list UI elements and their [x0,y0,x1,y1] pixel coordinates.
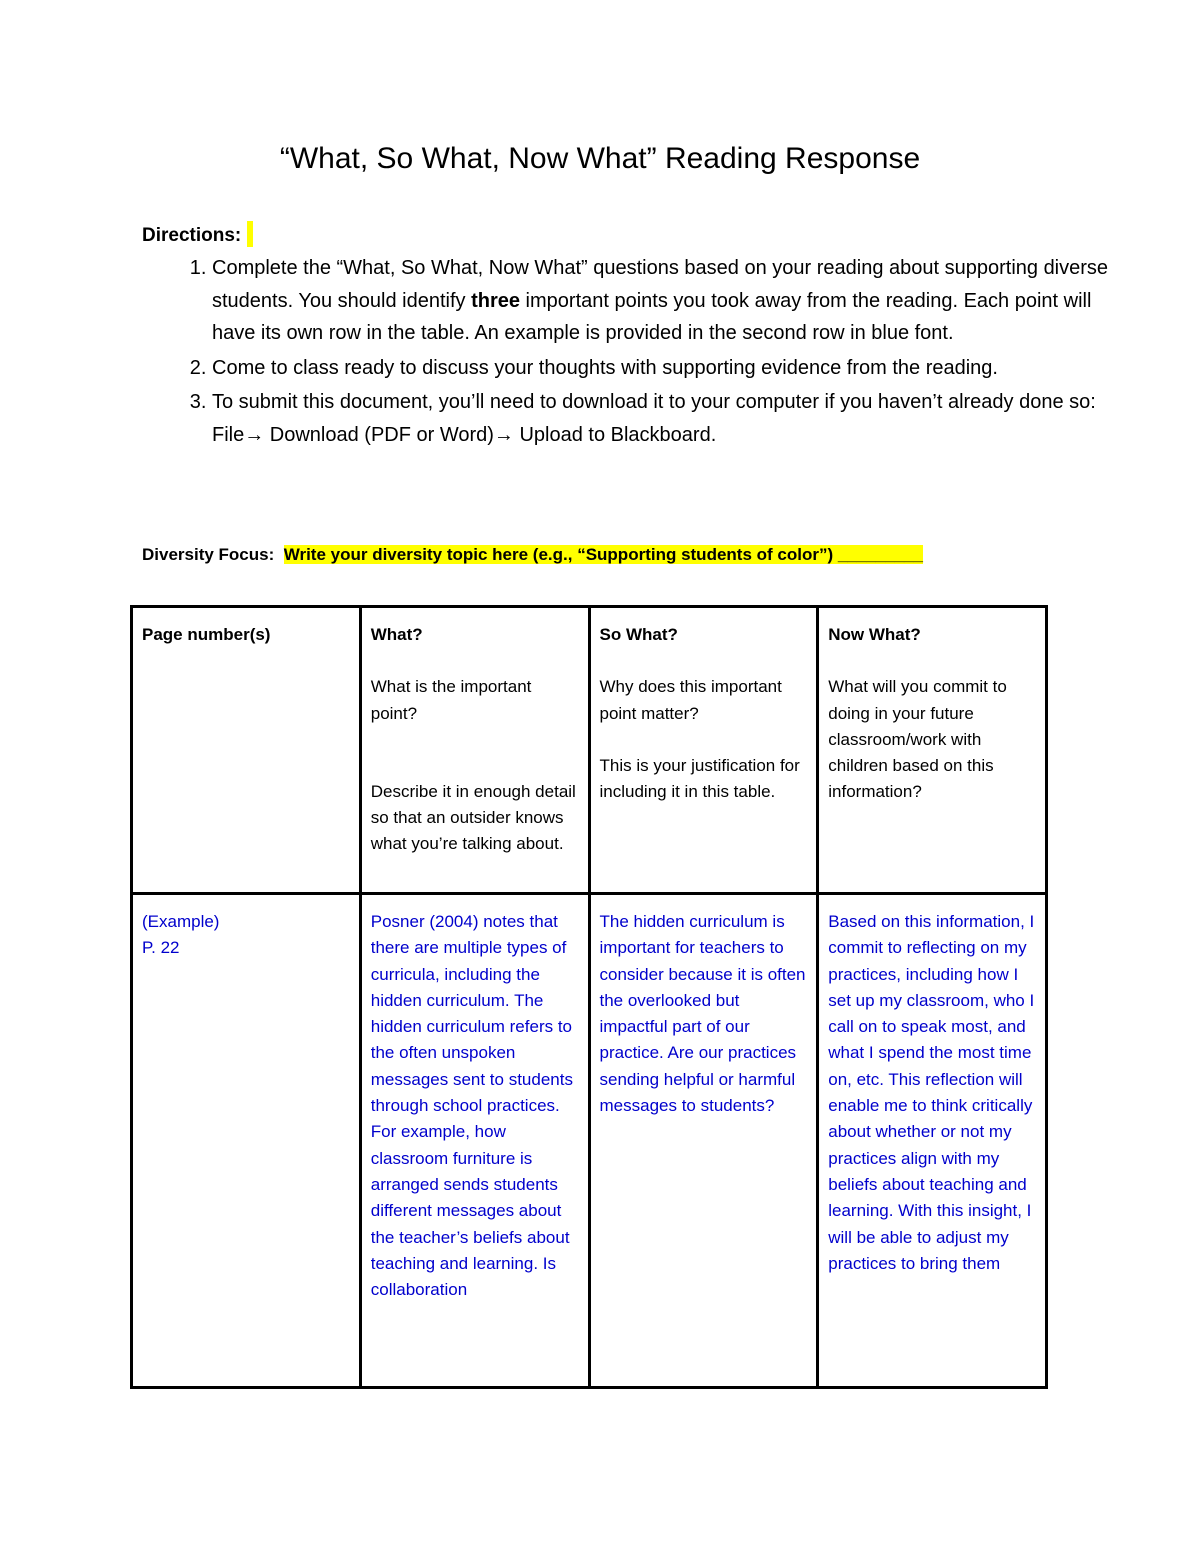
header-what-instruction: Describe it in enough detail so that an outsider knows what you’re talking about. [370,781,576,854]
response-table [130,605,1048,1389]
directions-label: Directions: [142,225,242,246]
header-what-question: What is the important point? [370,677,532,723]
header-what-title: What? [370,625,423,644]
header-page-title: Page number(s) [142,625,271,644]
header-cell-so-what [589,607,818,894]
directions-heading [142,221,253,247]
example-row [132,894,1047,1388]
spacer [600,727,809,753]
header-cell-what [360,607,589,894]
document-title: “What, So What, Now What” Reading Response [279,142,921,175]
header-now-what-question: What will you commit to doing in your future classroom/work with children based on this information? [828,677,1007,802]
example-so-what-cell[interactable]: The hidden curriculum is important for teachers to consider because it is often the overlooked but impactful part of our practice. Are our practices sending helpful or harmful messages to students? [589,894,818,1388]
directions-list [142,252,1132,453]
direction-item-3: 3. To submit this document, you’ll need to download it to your computer if you haven’t already done so: File→ Download (PDF or Word)→ Upload to Blackboard. [212,386,1132,451]
diversity-focus-field[interactable]: Write your diversity topic here (e.g., “Supporting students of color”) _________ [283,545,923,564]
direction-1-text-end: important points you took away from the reading. Each point will have its own row in the table. An example is provided in the second row in blue font. [212,289,1092,344]
header-so-what-title: So What? [599,625,678,644]
direction-item-2: 2. Come to class ready to discuss your thoughts with supporting evidence from the reading. [212,352,1132,385]
header-cell-page [132,607,361,894]
header-now-what-title: Now What? [828,625,921,644]
direction-1-text-start: Complete the “What, So What, Now What” questions based on your reading about supporting diverse students. You should identify [212,257,1109,312]
direction-item-1 [212,252,1132,350]
diversity-focus-label: Diversity Focus: [142,545,275,564]
example-now-what-cell[interactable]: Based on this information, I commit to reflecting on my practices, including how I set up my classroom, who I call on to speak most, and what I spend the most time on, etc. This reflection will enable me to think critically about whether or not my practices align with my beliefs about teaching and learning. With this insight, I will be able to adjust my practices to bring them [818,894,1047,1388]
direction-1-bold-word: three [471,289,520,312]
header-cell-now-what [818,607,1047,894]
diversity-focus-line [142,545,923,565]
example-what-cell[interactable]: Posner (2004) notes that there are multiple types of curricula, including the hidden curriculum. The hidden curriculum refers to the often unspoken messages sent to students through school practices. For example, how classroom furniture is arranged sends students different messages about the teacher’s beliefs about teaching and learning. Is collaboration [360,894,589,1388]
example-label: (Example) [142,912,220,931]
table-header-row [132,607,1047,894]
text-cursor-highlight [247,221,253,247]
header-so-what-instruction: This is your justification for including it in this table. [599,755,800,802]
header-so-what-question: Why does this important point matter? [599,677,782,723]
example-page-cell[interactable] [132,894,361,1388]
example-page-number: P. 22 [142,938,180,958]
spacer [371,727,580,779]
